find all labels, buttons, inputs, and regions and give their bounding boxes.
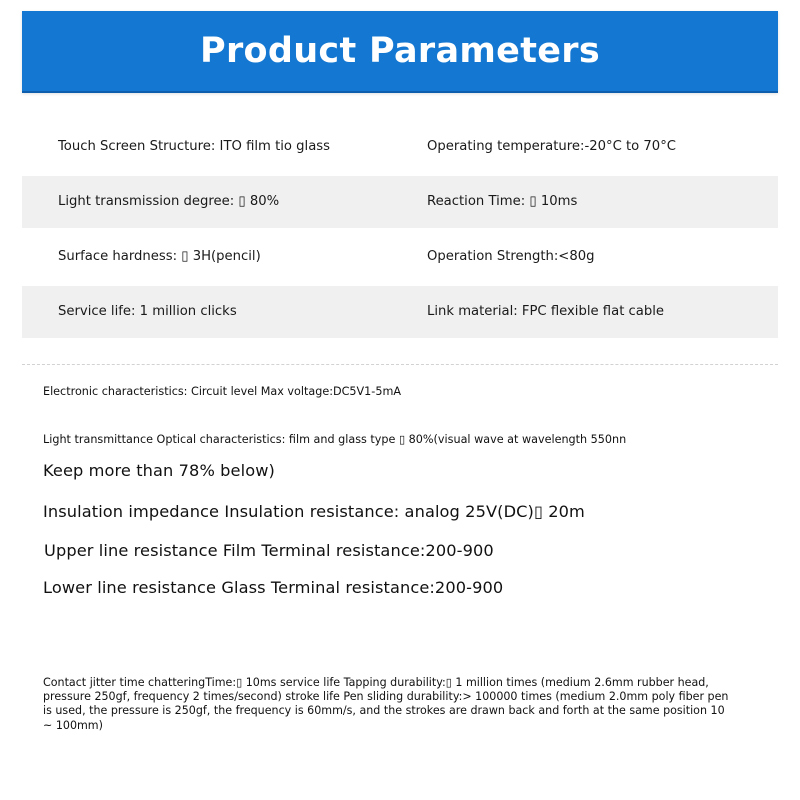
spec-lower-line: Lower line resistance Glass Terminal resistance:200-900 <box>43 578 504 597</box>
spec-insulation: Insulation impedance Insulation resistance: analog 25V(DC)▯ 20m <box>43 502 585 521</box>
parameters-table <box>22 121 778 341</box>
parameter-row <box>22 286 778 338</box>
parameter-row <box>22 231 778 283</box>
parameter-row <box>22 121 778 173</box>
spec-electronic: Electronic characteristics: Circuit level Max voltage:DC5V1-5mA <box>43 385 402 398</box>
page-title: Product Parameters <box>200 31 600 71</box>
parameter-service-life: Service life: 1 million clicks <box>58 304 237 319</box>
parameter-surface-hardness: Surface hardness: ▯ 3H(pencil) <box>58 249 261 264</box>
spec-keep: Keep more than 78% below) <box>43 461 275 480</box>
section-divider <box>22 364 778 365</box>
parameter-operating-temperature: Operating temperature:-20°C to 70°C <box>427 139 677 154</box>
title-banner <box>22 11 778 93</box>
parameter-touch-structure: Touch Screen Structure: ITO film tio glass <box>58 139 331 154</box>
spec-optical: Light transmittance Optical characteristics: film and glass type ▯ 80%(visual wave at wavelength 550nn <box>43 433 627 446</box>
parameter-operation-strength: Operation Strength:<80g <box>427 249 595 264</box>
parameter-light-transmission: Light transmission degree: ▯ 80% <box>58 194 280 209</box>
spec-contact-durability: Contact jitter time chatteringTime:▯ 10ms service life Tapping durability:▯ 1 million times (medium 2.6mm rubber head, pressure 250gf, frequency 2 times/second) stroke life Pen sliding durability:> 100000 times (medium 2.0mm poly fiber pen is used, the pressure is 250gf, the frequency is 60mm/s, and the strokes are drawn back and forth at the same position 10 ~ 100mm) <box>43 676 729 732</box>
parameter-link-material: Link material: FPC flexible flat cable <box>427 304 665 319</box>
spec-upper-line: Upper line resistance Film Terminal resistance:200-900 <box>44 541 494 560</box>
parameter-reaction-time: Reaction Time: ▯ 10ms <box>427 194 578 209</box>
parameter-row <box>22 176 778 228</box>
